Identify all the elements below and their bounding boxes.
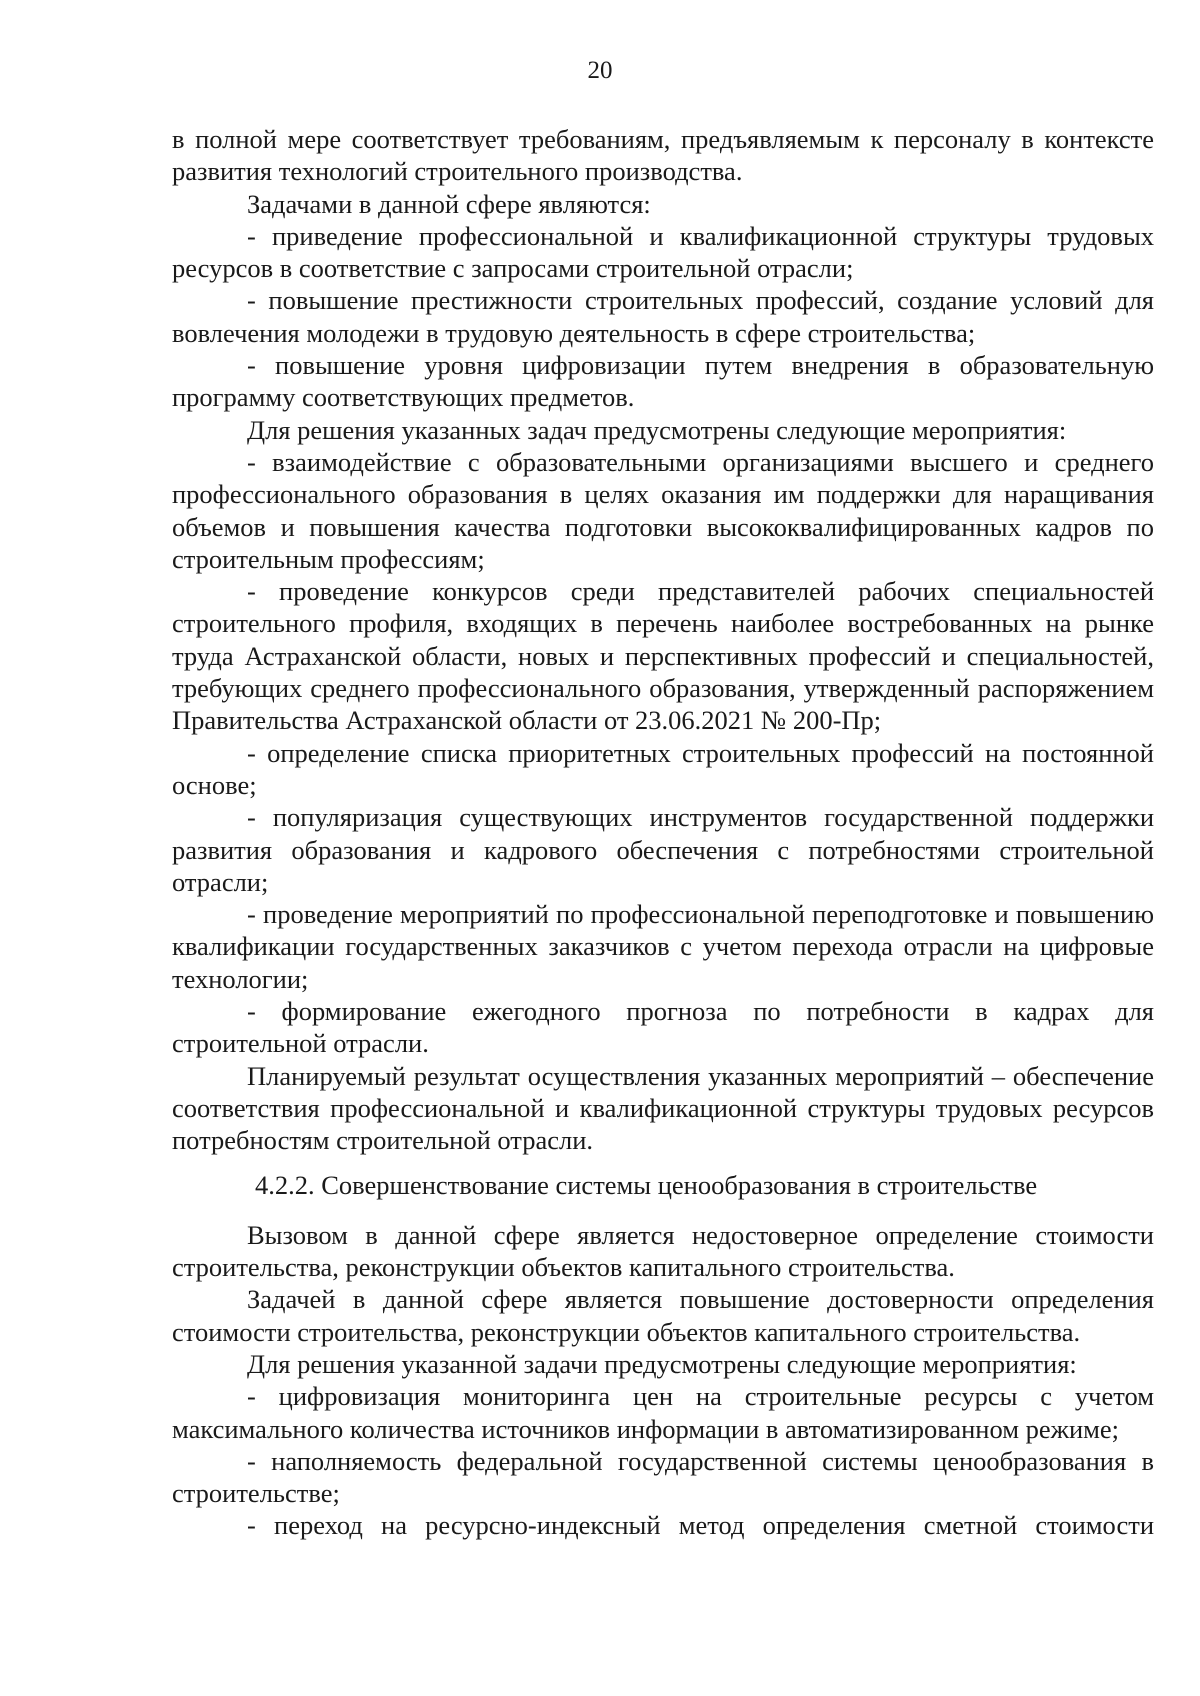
list-item: - проведение мероприятий по профессиональной переподготовке и повышению квалификации государственных заказчиков с учетом перехода отрасли на цифровые технологии; [172,899,1154,994]
document-body [172,123,1154,1542]
list-item: - формирование ежегодного прогноза по потребности в кадрах для строительной отрасли. [172,996,1154,1059]
list-item: - проведение конкурсов среди представителей рабочих специальностей строительного профиля, входящих в перечень наиболее востребованных на рынке труда Астраханской области, новых и перспективных профессий и специальностей, требующих среднего профессионального образования, утвержденный распоряжением Правительства Астраханской области от 23.06.2021 № 200-Пр; [172,576,1154,736]
list-item: - популяризация существующих инструментов государственной поддержки развития образования и кадрового обеспечения с потребностями строительной отрасли; [172,802,1154,897]
paragraph: в полной мере соответствует требованиям, предъявляемым к персоналу в контексте развития технологий строительного производства. [172,124,1154,187]
list-item: - переход на ресурсно-индексный метод определения сметной стоимости [247,1510,1154,1541]
list-item: - цифровизация мониторинга цен на строительные ресурсы с учетом максимального количества источников информации в автоматизированном режиме; [172,1381,1154,1444]
paragraph: Вызовом в данной сфере является недостоверное определение стоимости строительства, реконструкции объектов капитального строительства. [172,1219,1154,1283]
list-item: - наполняемость федеральной государственной системы ценообразования в строительстве; [172,1445,1154,1509]
list-item: - определение списка приоритетных строительных профессий на постоянной основе; [172,737,1154,800]
section-heading: 4.2.2. Совершенствование системы ценообразования в строительстве [255,1169,1038,1200]
paragraph: Задачей в данной сфере является повышение достоверности определения стоимости строительства, реконструкции объектов капитального строительства. [172,1284,1154,1347]
paragraph: Для решения указанных задач предусмотрены следующие мероприятия: [247,414,1067,445]
page-number: 20 [587,57,613,84]
list-item: - повышение престижности строительных профессий, создание условий для вовлечения молодежи в трудовую деятельность в сфере строительства; [172,285,1154,348]
paragraph: Задачами в данной сфере являются: [247,188,651,219]
list-item: - приведение профессиональной и квалификационной структуры трудовых ресурсов в соответствие с запросами строительной отрасли; [172,220,1154,284]
list-item: - повышение уровня цифровизации путем внедрения в образовательную программу соответствующих предметов. [172,350,1154,413]
list-item: - взаимодействие с образовательными организациями высшего и среднего профессионального образования в целях оказания им поддержки для наращивания объемов и повышения качества подготовки высококвалифицированных кадров по строительным профессиям; [172,446,1154,574]
paragraph: Для решения указанной задачи предусмотрены следующие мероприятия: [247,1348,1077,1379]
paragraph: Планируемый результат осуществления указанных мероприятий – обеспечение соответствия профессиональной и квалификационной структуры трудовых ресурсов потребностям строительной отрасли. [172,1060,1154,1156]
